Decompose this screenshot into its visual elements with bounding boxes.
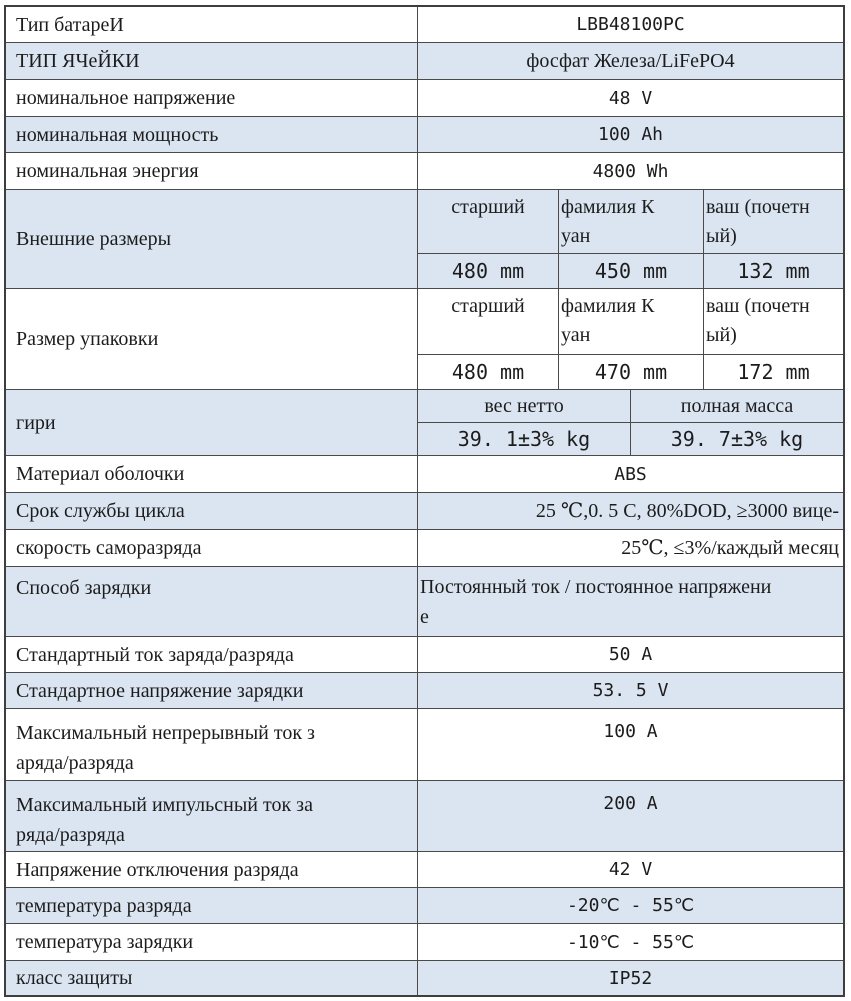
spec-value: LBB48100PC (576, 14, 685, 35)
spec-value: 42 V (608, 859, 653, 880)
net-weight-header: вес нетто (418, 390, 631, 422)
row-discharge-temp (6, 888, 843, 924)
row-self-discharge (6, 530, 843, 567)
weights-subtable (418, 390, 843, 455)
row-std-current (6, 637, 843, 673)
spec-value: Постоянный ток / постоянное напряжение (420, 576, 772, 628)
spec-value: 200 A (603, 793, 658, 814)
row-weights (6, 390, 843, 456)
dimension-length-header: старший (418, 190, 559, 253)
spec-label: Способ зарядки (6, 567, 418, 636)
spec-value: 53. 5 V (592, 680, 669, 701)
row-nominal-capacity (6, 117, 843, 153)
dimension-width-value: 450 mm (559, 254, 704, 288)
spec-label: Максимальный импульсный ток заряда/разряда (6, 781, 418, 851)
row-case-material (6, 456, 843, 493)
spec-value: -10℃ - 55℃ (566, 931, 695, 953)
weights-values-row (418, 423, 843, 455)
package-length-value: 480 mm (418, 355, 559, 389)
row-cutoff-voltage (6, 852, 843, 888)
row-external-dimensions (6, 190, 843, 289)
battery-spec-table (4, 5, 845, 997)
spec-value: 25 ℃,0. 5 C, 80%DOD, ≥3000 вице- (535, 500, 839, 522)
dimension-height-value: 132 mm (737, 258, 810, 283)
package-values-row (418, 355, 843, 389)
package-width-value: 470 mm (559, 355, 704, 389)
dimension-width-header: фамилия Куан (559, 190, 704, 253)
spec-value: 4800 Wh (592, 160, 669, 182)
package-header-row (418, 289, 843, 355)
spec-value: фосфат Железа/LiFePO4 (526, 50, 735, 72)
dimension-length-value: 480 mm (418, 254, 559, 288)
row-nominal-energy (6, 153, 843, 190)
row-max-pulse-current (6, 781, 843, 852)
spec-label: Стандартный ток заряда/разряда (6, 637, 418, 672)
row-charge-method (6, 567, 843, 637)
spec-value: 50 A (608, 644, 653, 665)
spec-label: Напряжение отключения разряда (6, 852, 418, 887)
spec-label: класс защиты (6, 961, 418, 995)
spec-label: температура разряда (6, 888, 418, 923)
package-width-header: фамилия Куан (559, 289, 704, 354)
spec-label: Максимальный непрерывный ток заряда/разряда (6, 709, 418, 780)
spec-label: Размер упаковки (6, 289, 418, 389)
row-cycle-life (6, 493, 843, 530)
dimensions-subtable (418, 190, 843, 288)
spec-label: Тип батареИ (6, 7, 418, 42)
package-length-header: старший (418, 289, 559, 354)
spec-label: гири (6, 390, 418, 455)
spec-label: номинальная мощность (6, 117, 418, 152)
dimension-height-header: ваш (почетный) (706, 196, 810, 247)
row-package-size (6, 289, 843, 390)
weights-header-row (418, 390, 843, 423)
spec-label: Внешние размеры (6, 190, 418, 288)
spec-value: ABS (614, 463, 647, 485)
row-max-cont-current (6, 709, 843, 781)
package-subtable (418, 289, 843, 389)
spec-value: 100 Ah (597, 124, 664, 145)
spec-label: скорость саморазряда (6, 530, 418, 566)
package-height-value: 172 mm (737, 359, 810, 384)
spec-label: ТИП ЯЧеЙКИ (6, 43, 418, 79)
spec-value: IP52 (608, 967, 653, 989)
row-nominal-voltage (6, 80, 843, 117)
spec-label: температура зарядки (6, 924, 418, 960)
net-weight-value: 39. 1±3% kg (418, 423, 631, 455)
spec-label: Срок службы цикла (6, 493, 418, 529)
spec-label: Материал оболочки (6, 456, 418, 492)
row-std-voltage (6, 673, 843, 709)
spec-label: номинальное напряжение (6, 80, 418, 116)
gross-weight-header: полная масса (680, 394, 794, 417)
spec-label: номинальная энергия (6, 153, 418, 189)
spec-label: Стандартное напряжение зарядки (6, 673, 418, 708)
spec-value: 48 V (608, 87, 653, 109)
spec-value: 25℃, ≤3%/каждый месяц (621, 537, 839, 559)
row-battery-type (6, 7, 843, 43)
package-height-header: ваш (почетный) (706, 295, 810, 346)
row-charge-temp (6, 924, 843, 961)
row-cell-type (6, 43, 843, 80)
dimensions-header-row (418, 190, 843, 254)
spec-value: 100 A (603, 721, 658, 742)
dimensions-values-row (418, 254, 843, 288)
spec-value: -20℃ - 55℃ (566, 895, 695, 916)
row-protection-class (6, 961, 843, 995)
gross-weight-value: 39. 7±3% kg (670, 426, 804, 451)
